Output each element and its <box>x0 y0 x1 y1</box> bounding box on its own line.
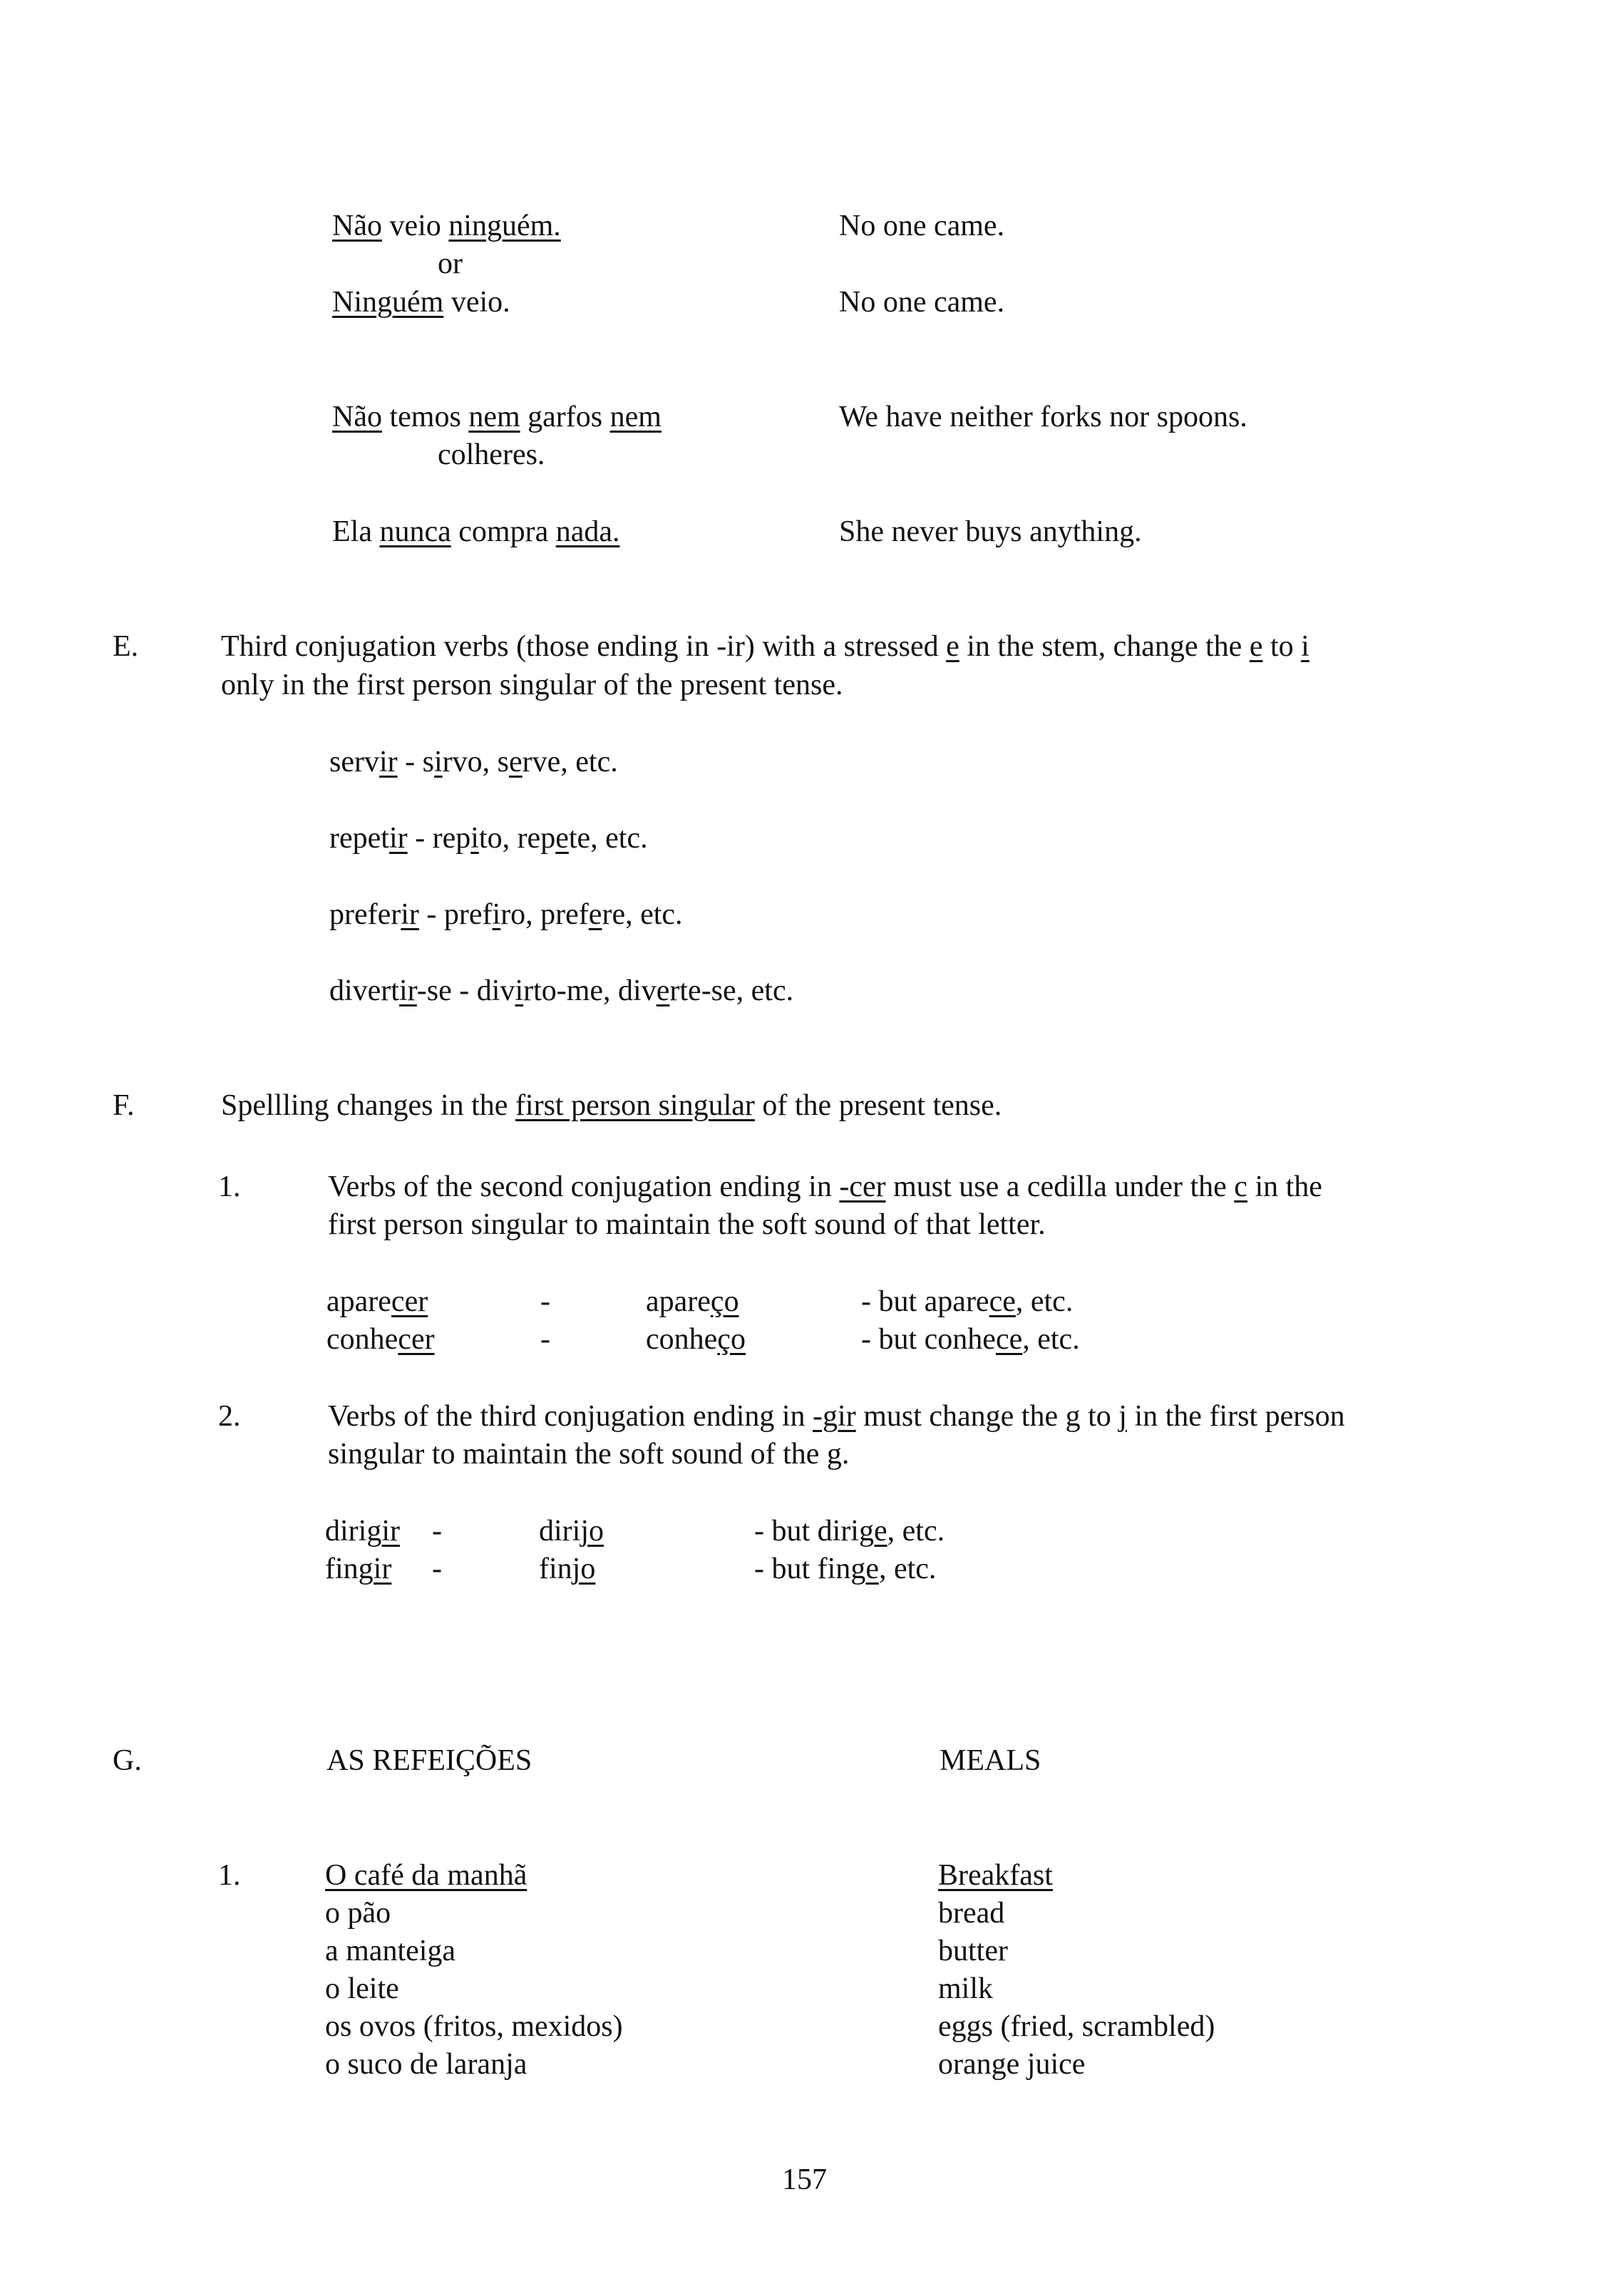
example-3-pt-continued: colheres. <box>438 438 545 471</box>
f2-row-1-but: - but dirige, etc. <box>754 1515 945 1548</box>
section-g-letter: G. <box>113 1744 142 1777</box>
item-f1-number: 1. <box>218 1170 241 1203</box>
f1-row-1-dash: - <box>540 1285 550 1318</box>
item-f1-text-line2: first person singular to maintain the soft sound of that letter. <box>328 1208 1046 1241</box>
vocab-item-2-en: butter <box>938 1935 1008 1967</box>
or-connector: or <box>438 247 463 280</box>
page-number: 157 <box>782 2163 827 2196</box>
section-g-heading-pt: AS REFEIÇÕES <box>326 1744 532 1777</box>
vocab-item-3-en: milk <box>938 1972 994 2005</box>
verb-preferir: preferir - prefiro, prefere, etc. <box>329 898 683 931</box>
section-g-heading-en: MEALS <box>940 1744 1041 1777</box>
f1-row-1-form: apareço <box>646 1285 739 1318</box>
section-f-letter: F. <box>113 1089 135 1122</box>
vocab-item-1-en: bread <box>938 1897 1005 1930</box>
section-e-letter: E. <box>113 630 139 663</box>
f2-row-1-form: dirijo <box>539 1515 604 1548</box>
f1-row-2-but: - but conhece, etc. <box>861 1323 1080 1356</box>
verb-divertir-se: divertir-se - divirto-me, diverte-se, etc. <box>329 974 794 1007</box>
example-1-pt: Não veio ninguém. <box>332 210 561 242</box>
example-2-en: No one came. <box>839 286 1005 319</box>
section-f-text: Spellling changes in the first person singular of the present tense. <box>221 1089 1002 1122</box>
item-g1-number: 1. <box>218 1859 241 1892</box>
item-f2-text-line1: Verbs of the third conjugation ending in -gir must change the g to j in the first person <box>328 1400 1345 1433</box>
vocab-item-3-pt: o leite <box>325 1972 399 2005</box>
vocab-item-5-pt: o suco de laranja <box>325 2048 527 2081</box>
f1-row-2-verb: conhecer <box>326 1323 435 1356</box>
f1-row-2-dash: - <box>540 1323 550 1356</box>
vocab-item-1-pt: o pão <box>325 1897 391 1930</box>
verb-servir: servir - sirvo, serve, etc. <box>329 746 618 778</box>
f1-row-1-verb: aparecer <box>326 1285 428 1318</box>
example-4-pt: Ela nunca compra nada. <box>332 515 620 548</box>
section-e-text-line2: only in the first person singular of the present tense. <box>221 669 843 701</box>
vocab-item-5-en: orange juice <box>938 2048 1086 2081</box>
section-e-text-line1: Third conjugation verbs (those ending in -ir) with a stressed e in the stem, change the e to i <box>221 630 1309 663</box>
g1-title-pt: O café da manhã <box>325 1859 527 1892</box>
f1-row-2-form: conheço <box>646 1323 746 1356</box>
example-3-pt: Não temos nem garfos nem <box>332 401 662 433</box>
example-3-en: We have neither forks nor spoons. <box>839 401 1247 433</box>
f2-row-2-dash: - <box>432 1553 442 1585</box>
vocab-item-4-en: eggs (fried, scrambled) <box>938 2010 1215 2043</box>
example-1-en: No one came. <box>839 210 1005 242</box>
f1-row-1-but: - but aparece, etc. <box>861 1285 1074 1318</box>
f2-row-2-verb: fingir <box>325 1553 392 1585</box>
item-f2-number: 2. <box>218 1400 241 1433</box>
example-4-en: She never buys anything. <box>839 515 1142 548</box>
f2-row-1-verb: dirigir <box>325 1515 400 1548</box>
item-f1-text-line1: Verbs of the second conjugation ending in -cer must use a cedilla under the c in the <box>328 1170 1322 1203</box>
vocab-item-2-pt: a manteiga <box>325 1935 456 1967</box>
g1-title-en: Breakfast <box>938 1859 1053 1892</box>
item-f2-text-line2: singular to maintain the soft sound of the g. <box>328 1438 850 1471</box>
vocab-item-4-pt: os ovos (fritos, mexidos) <box>325 2010 623 2043</box>
f2-row-2-form: finjo <box>539 1553 596 1585</box>
example-2-pt: Ninguém veio. <box>332 286 510 319</box>
verb-repetir: repetir - repito, repete, etc. <box>329 822 648 855</box>
f2-row-2-but: - but finge, etc. <box>754 1553 937 1585</box>
f2-row-1-dash: - <box>432 1515 442 1548</box>
